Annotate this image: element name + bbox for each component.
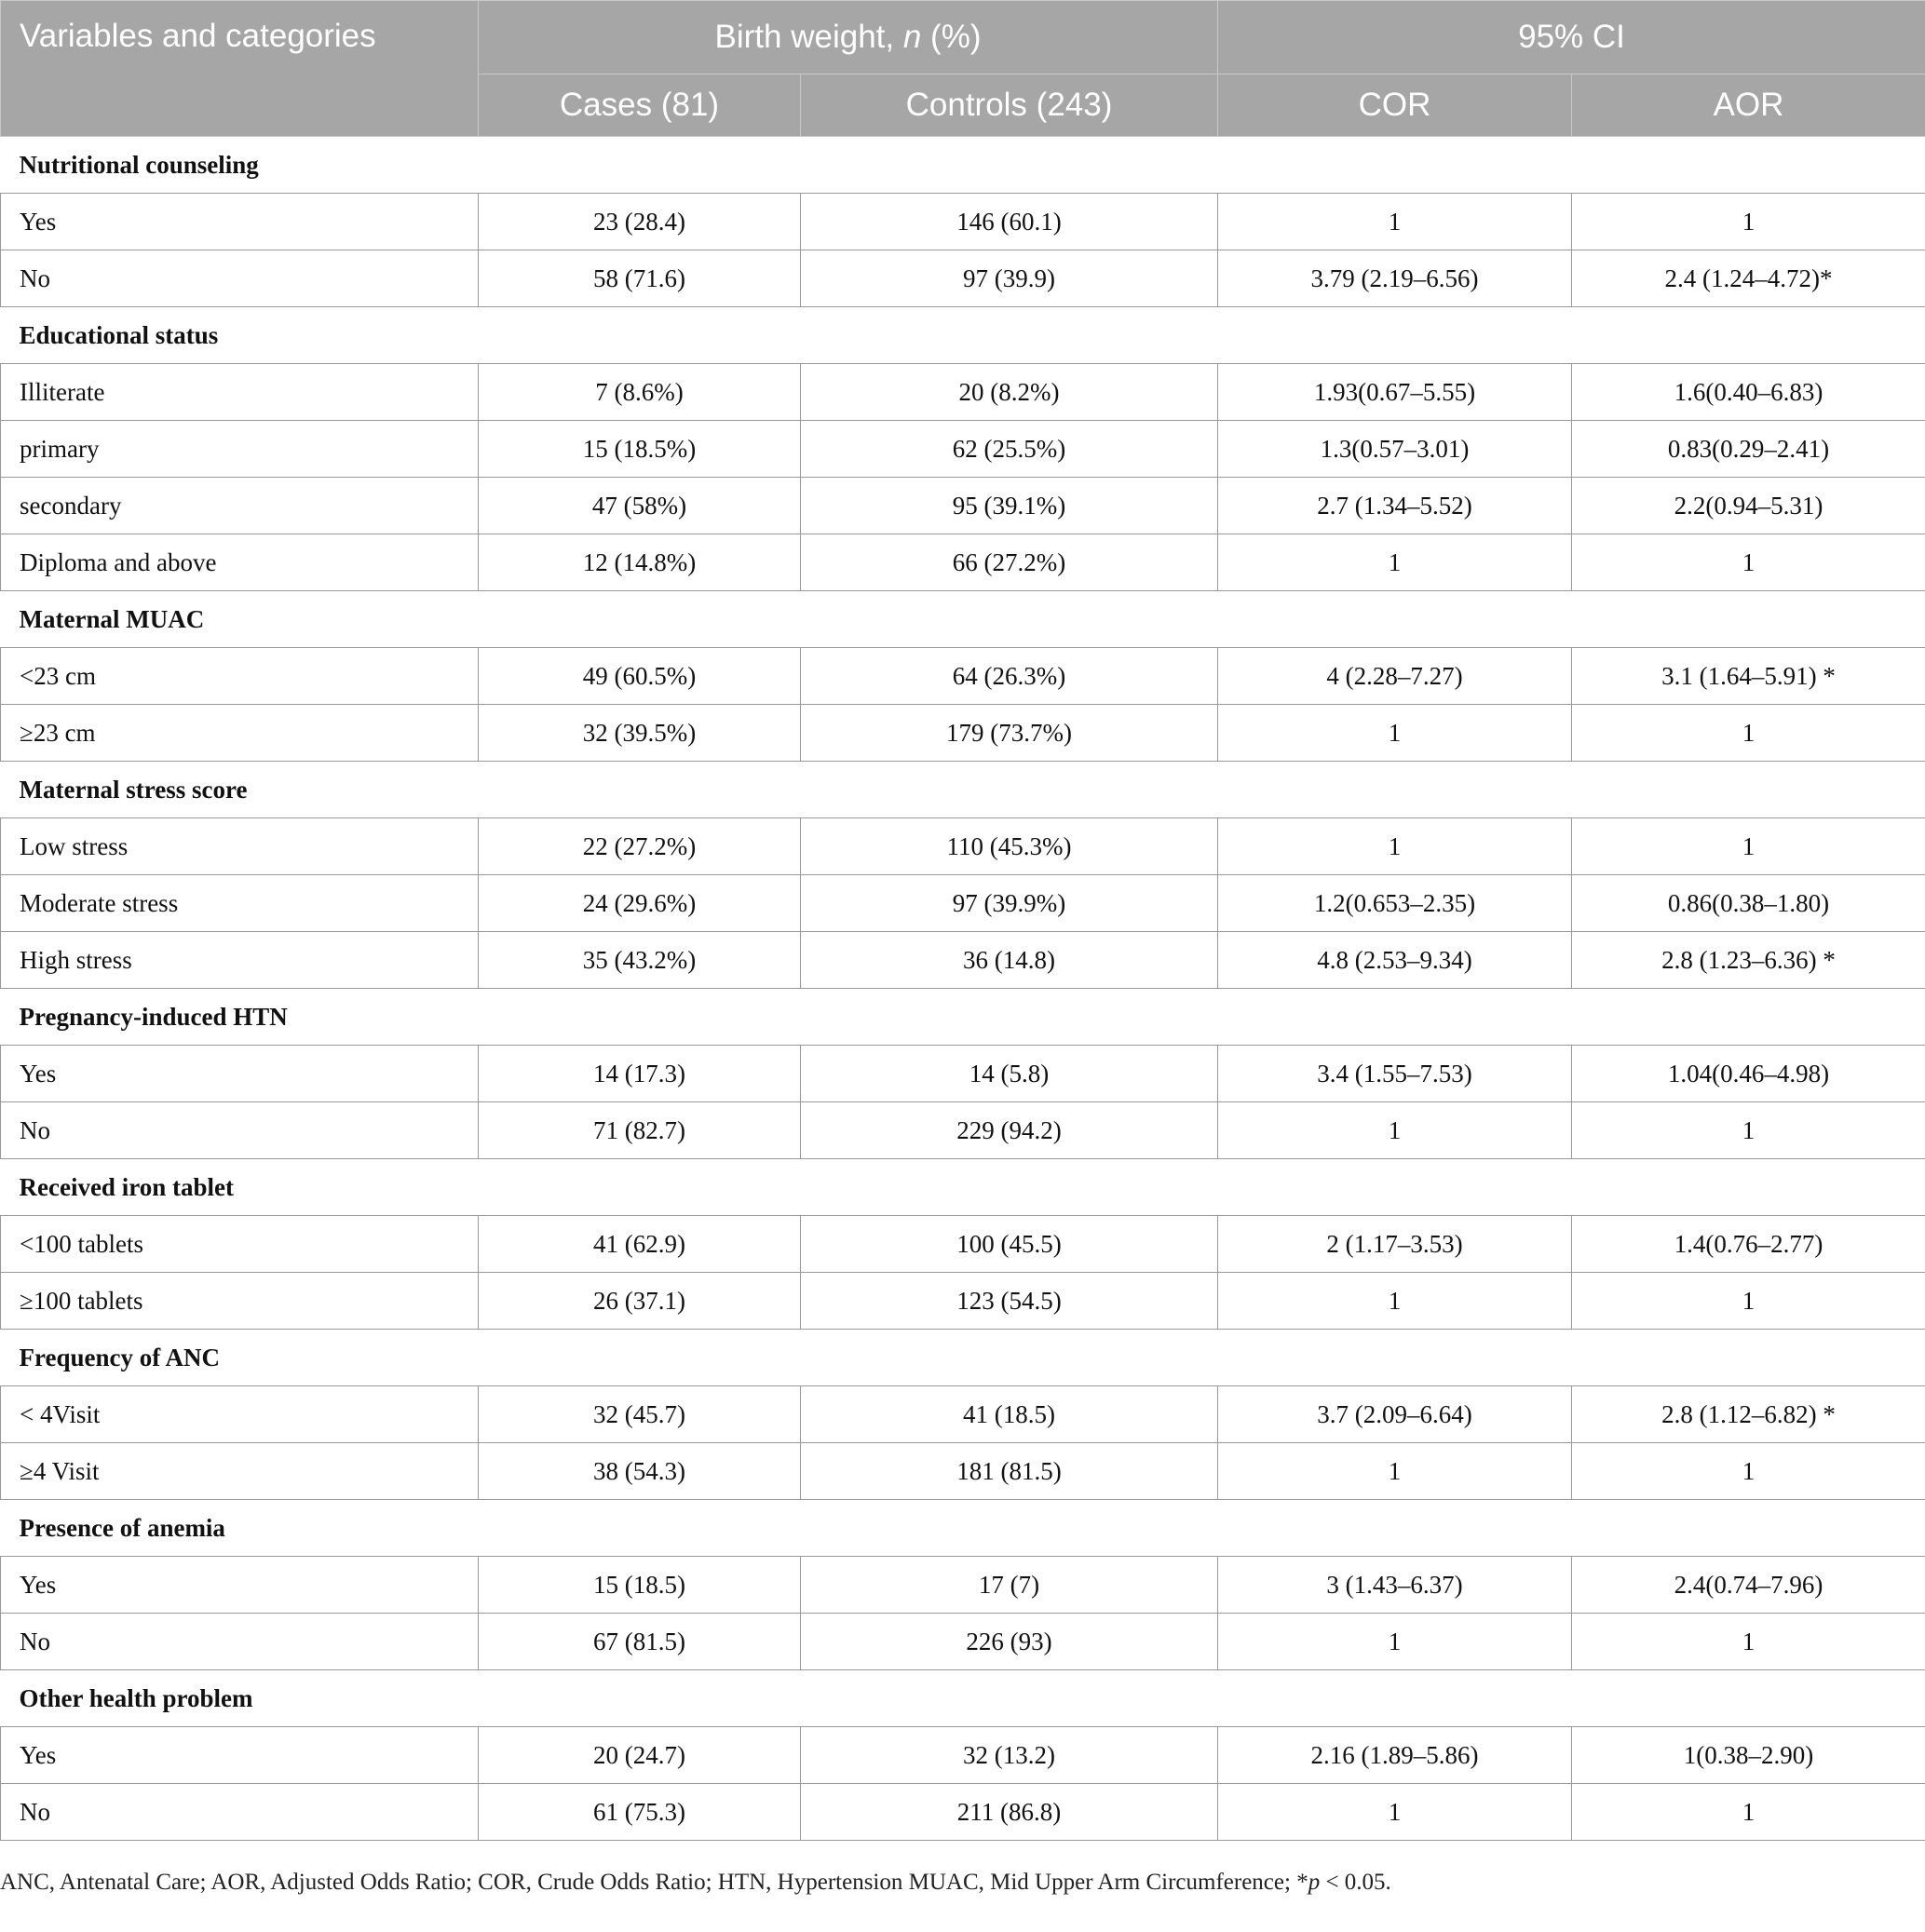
cell-aor: 2.4 (1.24–4.72)* xyxy=(1572,250,1925,307)
header-birth-weight-n: n xyxy=(902,19,922,55)
cell-label: No xyxy=(1,1614,479,1670)
cell-aor: 1 xyxy=(1572,1443,1925,1500)
cell-cor: 2 (1.17–3.53) xyxy=(1218,1216,1572,1273)
table-row xyxy=(1,1386,1925,1443)
cell-cor: 1 xyxy=(1218,1614,1572,1670)
section-row xyxy=(1,137,1925,194)
cell-cor: 1.3(0.57–3.01) xyxy=(1218,421,1572,478)
section-row xyxy=(1,307,1925,364)
table-row xyxy=(1,1273,1925,1330)
cell-cases: 67 (81.5) xyxy=(479,1614,801,1670)
cell-controls: 110 (45.3%) xyxy=(801,818,1218,875)
cell-label: No xyxy=(1,1102,479,1159)
header-ci: 95% CI xyxy=(1218,1,1925,74)
footnote-text: ANC, Antenatal Care; AOR, Adjusted Odds Ratio; COR, Crude Odds Ratio; HTN, Hypertension MUAC, Mid Upper Arm Circumference; * xyxy=(0,1870,1308,1895)
cell-label: Yes xyxy=(1,194,479,250)
cell-cases: 20 (24.7) xyxy=(479,1727,801,1784)
cell-aor: 2.8 (1.12–6.82) * xyxy=(1572,1386,1925,1443)
section-title: Presence of anemia xyxy=(1,1500,1925,1557)
cell-aor: 1 xyxy=(1572,818,1925,875)
table-row xyxy=(1,534,1925,591)
table-row xyxy=(1,1216,1925,1273)
cell-controls: 100 (45.5) xyxy=(801,1216,1218,1273)
table-row xyxy=(1,1557,1925,1614)
table-row xyxy=(1,648,1925,705)
cell-cases: 15 (18.5%) xyxy=(479,421,801,478)
cell-aor: 1 xyxy=(1572,1102,1925,1159)
cell-cor: 1 xyxy=(1218,1102,1572,1159)
cell-label: secondary xyxy=(1,478,479,534)
header-birth-weight xyxy=(479,1,1218,74)
cell-aor: 1.04(0.46–4.98) xyxy=(1572,1046,1925,1102)
cell-cases: 7 (8.6%) xyxy=(479,364,801,421)
cell-label: No xyxy=(1,250,479,307)
table-row xyxy=(1,250,1925,307)
cell-label: Yes xyxy=(1,1046,479,1102)
table-row xyxy=(1,818,1925,875)
cell-cases: 32 (45.7) xyxy=(479,1386,801,1443)
header-cor: COR xyxy=(1218,74,1572,137)
cell-cases: 38 (54.3) xyxy=(479,1443,801,1500)
table-row xyxy=(1,932,1925,989)
cell-label: Illiterate xyxy=(1,364,479,421)
table-row xyxy=(1,194,1925,250)
cell-cor: 1.93(0.67–5.55) xyxy=(1218,364,1572,421)
table-row xyxy=(1,478,1925,534)
cell-controls: 62 (25.5%) xyxy=(801,421,1218,478)
section-row xyxy=(1,591,1925,648)
cell-label: High stress xyxy=(1,932,479,989)
cell-aor: 1 xyxy=(1572,705,1925,762)
cell-controls: 95 (39.1%) xyxy=(801,478,1218,534)
cell-cor: 3.4 (1.55–7.53) xyxy=(1218,1046,1572,1102)
footnote-p: p xyxy=(1308,1870,1321,1895)
cell-cor: 3.7 (2.09–6.64) xyxy=(1218,1386,1572,1443)
cell-label: <100 tablets xyxy=(1,1216,479,1273)
cell-cases: 14 (17.3) xyxy=(479,1046,801,1102)
cell-cases: 15 (18.5) xyxy=(479,1557,801,1614)
cell-controls: 17 (7) xyxy=(801,1557,1218,1614)
section-row xyxy=(1,989,1925,1046)
table-row xyxy=(1,1443,1925,1500)
table-row xyxy=(1,875,1925,932)
cell-aor: 3.1 (1.64–5.91) * xyxy=(1572,648,1925,705)
cell-aor: 1 xyxy=(1572,1273,1925,1330)
cell-cases: 49 (60.5%) xyxy=(479,648,801,705)
cell-cases: 71 (82.7) xyxy=(479,1102,801,1159)
cell-cor: 1 xyxy=(1218,1443,1572,1500)
footnote-tail: < 0.05. xyxy=(1320,1870,1391,1895)
header-aor: AOR xyxy=(1572,74,1925,137)
cell-label: ≥23 cm xyxy=(1,705,479,762)
cell-cases: 24 (29.6%) xyxy=(479,875,801,932)
cell-cases: 58 (71.6) xyxy=(479,250,801,307)
cell-cor: 1 xyxy=(1218,818,1572,875)
table-row xyxy=(1,1102,1925,1159)
cell-controls: 97 (39.9) xyxy=(801,250,1218,307)
cell-aor: 2.4(0.74–7.96) xyxy=(1572,1557,1925,1614)
cell-aor: 1.6(0.40–6.83) xyxy=(1572,364,1925,421)
cell-cases: 41 (62.9) xyxy=(479,1216,801,1273)
section-row xyxy=(1,1500,1925,1557)
cell-controls: 66 (27.2%) xyxy=(801,534,1218,591)
cell-controls: 20 (8.2%) xyxy=(801,364,1218,421)
cell-cor: 1 xyxy=(1218,705,1572,762)
section-title: Nutritional counseling xyxy=(1,137,1925,194)
section-title: Maternal stress score xyxy=(1,762,1925,818)
cell-aor: 1.4(0.76–2.77) xyxy=(1572,1216,1925,1273)
header-birth-weight-label: Birth weight, xyxy=(714,19,903,55)
cell-cor: 1 xyxy=(1218,194,1572,250)
cell-aor: 1(0.38–2.90) xyxy=(1572,1727,1925,1784)
cell-controls: 181 (81.5) xyxy=(801,1443,1218,1500)
cell-cor: 2.16 (1.89–5.86) xyxy=(1218,1727,1572,1784)
table-body xyxy=(1,137,1925,1841)
table-row xyxy=(1,364,1925,421)
cell-label: Moderate stress xyxy=(1,875,479,932)
cell-aor: 1 xyxy=(1572,194,1925,250)
cell-controls: 229 (94.2) xyxy=(801,1102,1218,1159)
cell-cor: 1 xyxy=(1218,534,1572,591)
section-title: Pregnancy-induced HTN xyxy=(1,989,1925,1046)
cell-cases: 35 (43.2%) xyxy=(479,932,801,989)
header-cases: Cases (81) xyxy=(479,74,801,137)
cell-label: No xyxy=(1,1784,479,1841)
table-footnote xyxy=(0,1870,1391,1896)
cell-label: < 4Visit xyxy=(1,1386,479,1443)
cell-cor: 3 (1.43–6.37) xyxy=(1218,1557,1572,1614)
cell-controls: 123 (54.5) xyxy=(801,1273,1218,1330)
header-birth-weight-pct: (%) xyxy=(921,19,982,55)
cell-controls: 41 (18.5) xyxy=(801,1386,1218,1443)
table-row xyxy=(1,1784,1925,1841)
section-title: Maternal MUAC xyxy=(1,591,1925,648)
cell-cor: 4 (2.28–7.27) xyxy=(1218,648,1572,705)
section-title: Other health problem xyxy=(1,1670,1925,1727)
cell-controls: 64 (26.3%) xyxy=(801,648,1218,705)
cell-cases: 23 (28.4) xyxy=(479,194,801,250)
cell-label: primary xyxy=(1,421,479,478)
section-title: Frequency of ANC xyxy=(1,1330,1925,1386)
section-row xyxy=(1,762,1925,818)
cell-cor: 1 xyxy=(1218,1784,1572,1841)
cell-controls: 146 (60.1) xyxy=(801,194,1218,250)
cell-aor: 0.86(0.38–1.80) xyxy=(1572,875,1925,932)
section-title: Received iron tablet xyxy=(1,1159,1925,1216)
cell-label: ≥4 Visit xyxy=(1,1443,479,1500)
table-header xyxy=(1,1,1925,137)
cell-cases: 12 (14.8%) xyxy=(479,534,801,591)
cell-cases: 22 (27.2%) xyxy=(479,818,801,875)
cell-controls: 14 (5.8) xyxy=(801,1046,1218,1102)
cell-aor: 2.8 (1.23–6.36) * xyxy=(1572,932,1925,989)
cell-controls: 211 (86.8) xyxy=(801,1784,1218,1841)
cell-controls: 97 (39.9%) xyxy=(801,875,1218,932)
table-row xyxy=(1,421,1925,478)
cell-controls: 36 (14.8) xyxy=(801,932,1218,989)
cell-cor: 2.7 (1.34–5.52) xyxy=(1218,478,1572,534)
table-row xyxy=(1,1614,1925,1670)
cell-controls: 179 (73.7%) xyxy=(801,705,1218,762)
cell-label: ≥100 tablets xyxy=(1,1273,479,1330)
cell-aor: 1 xyxy=(1572,534,1925,591)
header-variables: Variables and categories xyxy=(1,1,479,137)
cell-aor: 2.2(0.94–5.31) xyxy=(1572,478,1925,534)
cell-label: Yes xyxy=(1,1727,479,1784)
cell-cor: 3.79 (2.19–6.56) xyxy=(1218,250,1572,307)
cell-cor: 1.2(0.653–2.35) xyxy=(1218,875,1572,932)
cell-aor: 1 xyxy=(1572,1614,1925,1670)
cell-cases: 47 (58%) xyxy=(479,478,801,534)
cell-label: Low stress xyxy=(1,818,479,875)
section-row xyxy=(1,1330,1925,1386)
cell-aor: 0.83(0.29–2.41) xyxy=(1572,421,1925,478)
cell-controls: 32 (13.2) xyxy=(801,1727,1218,1784)
section-row xyxy=(1,1159,1925,1216)
cell-cases: 61 (75.3) xyxy=(479,1784,801,1841)
cell-label: <23 cm xyxy=(1,648,479,705)
cell-cases: 26 (37.1) xyxy=(479,1273,801,1330)
section-row xyxy=(1,1670,1925,1727)
section-title: Educational status xyxy=(1,307,1925,364)
cell-label: Yes xyxy=(1,1557,479,1614)
table-row xyxy=(1,705,1925,762)
cell-aor: 1 xyxy=(1572,1784,1925,1841)
cell-cor: 4.8 (2.53–9.34) xyxy=(1218,932,1572,989)
table-row xyxy=(1,1046,1925,1102)
cell-label: Diploma and above xyxy=(1,534,479,591)
header-controls: Controls (243) xyxy=(801,74,1218,137)
table-row xyxy=(1,1727,1925,1784)
cell-cor: 1 xyxy=(1218,1273,1572,1330)
cell-controls: 226 (93) xyxy=(801,1614,1218,1670)
cell-cases: 32 (39.5%) xyxy=(479,705,801,762)
